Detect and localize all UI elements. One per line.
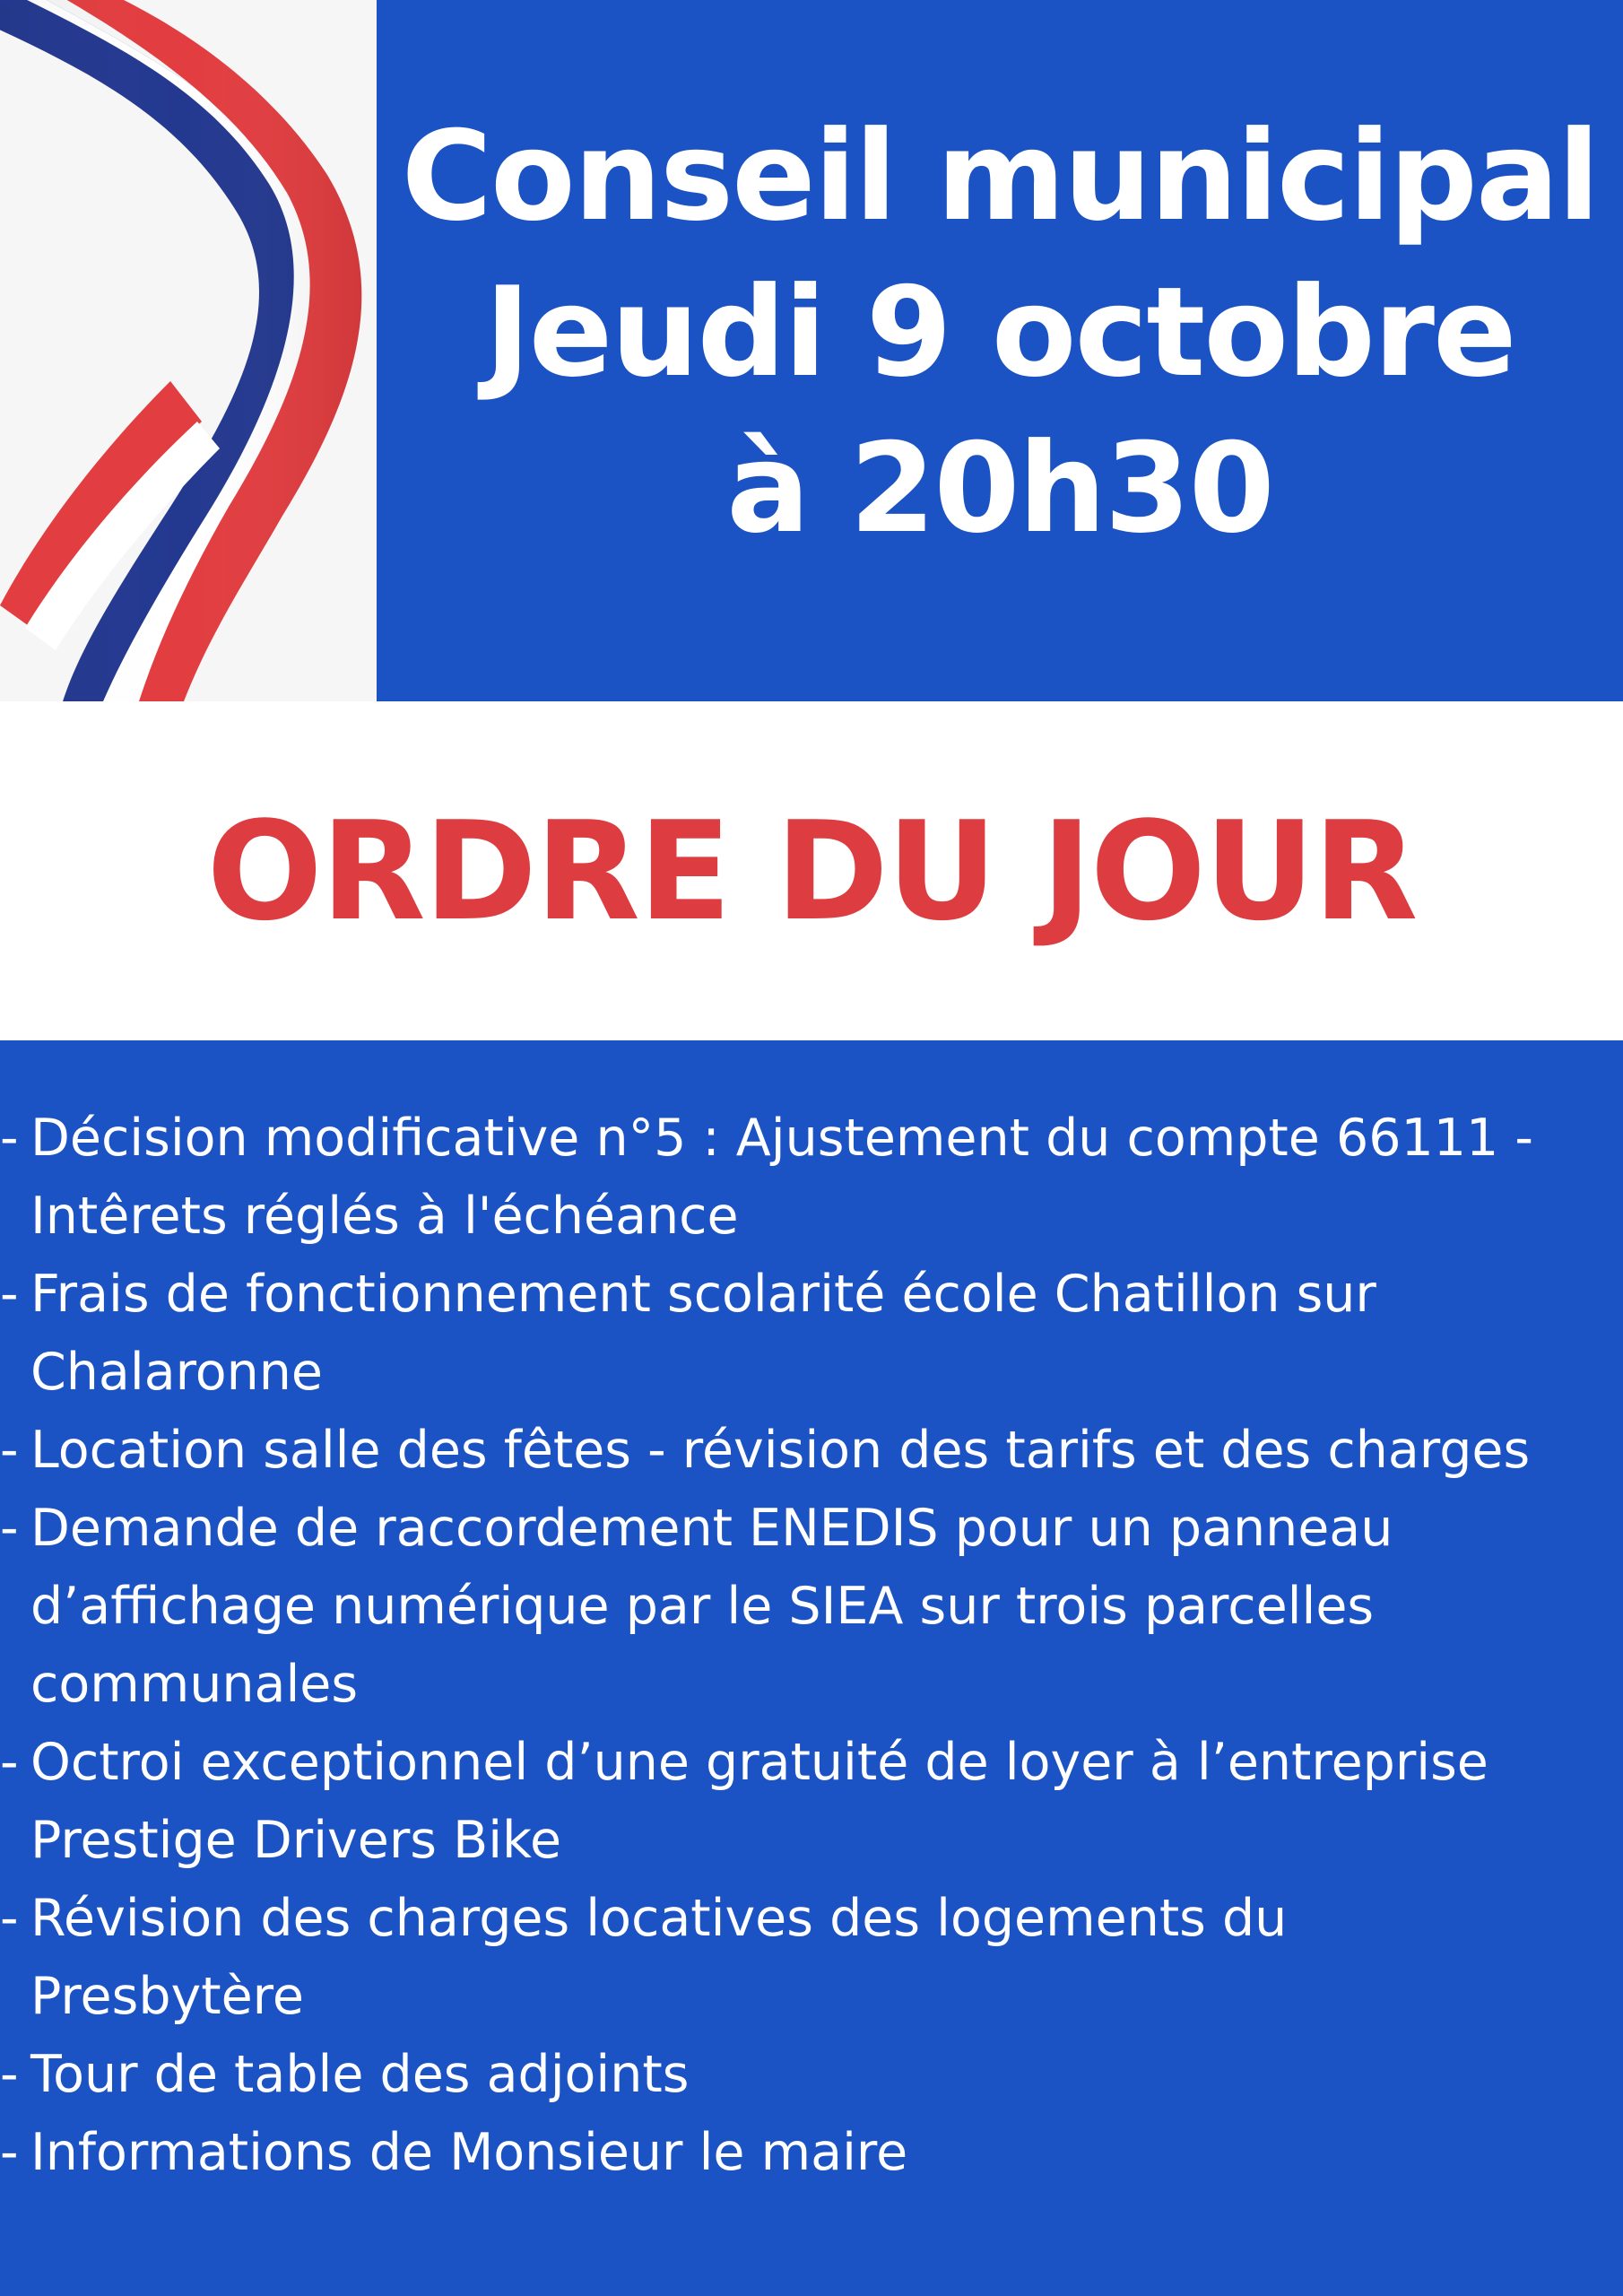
meeting-title-line-2: Jeudi 9 octobre (484, 260, 1515, 404)
french-ribbon-image (0, 0, 377, 701)
agenda-item-hall-rental (0, 1412, 1596, 1490)
agenda-dash: - (0, 1265, 19, 1324)
agenda-item-enedis-request (0, 1490, 1596, 1724)
agenda-item-text: Demande de raccordement ENEDIS pour un panneau d’affichage numérique par le SIEA sur trois parcelles communales (30, 1499, 1393, 1714)
agenda-item-school-fees (0, 1256, 1596, 1412)
agenda-item-text: Frais de fonctionnement scolarité école Chatillon sur Chalaronne (30, 1265, 1376, 1402)
poster-header (0, 0, 1623, 701)
agenda-title: ORDRE DU JOUR (206, 792, 1417, 951)
agenda-dash: - (0, 1889, 19, 1948)
agenda-list (0, 1100, 1596, 2192)
agenda-dash: - (0, 2045, 19, 2104)
meeting-title-line-3: à 20h30 (726, 416, 1273, 561)
agenda-item-text: Location salle des fêtes - révision des tarifs et des charges (30, 1421, 1531, 1480)
meeting-title-panel (377, 0, 1623, 701)
agenda-dash: - (0, 1733, 19, 1792)
agenda-item-mayor-information (0, 2114, 1596, 2192)
agenda-title-band (0, 701, 1623, 1040)
agenda-dash: - (0, 1109, 19, 1168)
agenda-item-budget-decision (0, 1100, 1596, 1256)
agenda-panel (0, 1040, 1623, 2296)
agenda-dash: - (0, 2123, 19, 2182)
agenda-item-rent-free (0, 1724, 1596, 1880)
agenda-item-text: Octroi exceptionnel d’une gratuité de loyer à l’entreprise Prestige Drivers Bike (30, 1733, 1488, 1870)
agenda-item-text: Informations de Monsieur le maire (30, 2123, 908, 2182)
agenda-item-text: Révision des charges locatives des logements du Presbytère (30, 1889, 1288, 2026)
agenda-item-text: Tour de table des adjoints (30, 2045, 690, 2104)
meeting-title (377, 99, 1623, 567)
agenda-item-deputies-roundtable (0, 2036, 1596, 2114)
agenda-item-text: Décision modificative n°5 : Ajustement du compte 66111 - Intêrets réglés à l'échéance (30, 1109, 1533, 1246)
tricolor-ribbon-icon (0, 0, 377, 701)
meeting-title-line-1: Conseil municipal (401, 104, 1599, 248)
agenda-item-rental-charges (0, 1880, 1596, 2036)
agenda-dash: - (0, 1421, 19, 1480)
agenda-dash: - (0, 1499, 19, 1558)
